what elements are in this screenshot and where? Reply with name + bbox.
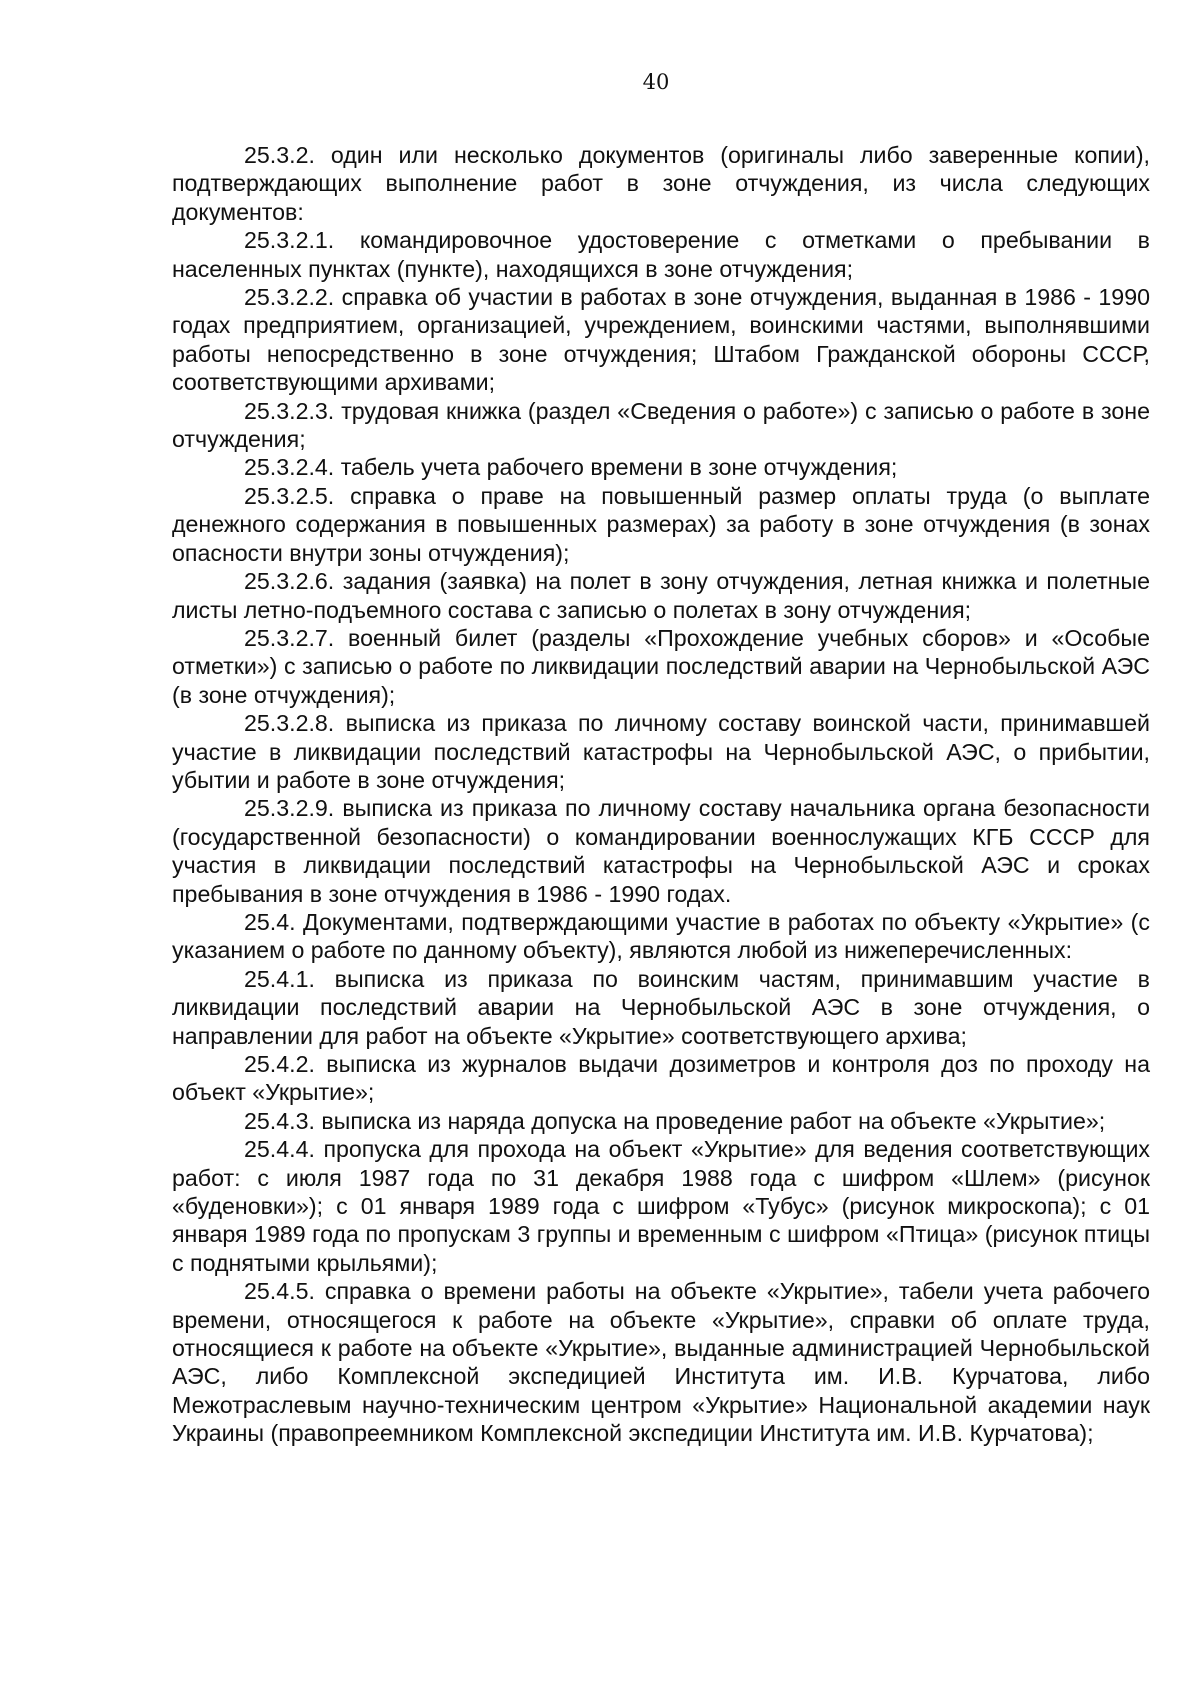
paragraph-25-4-5: 25.4.5. справка о времени работы на объекте «Укрытие», табели учета рабочего времени, относящегося к работе на объекте «Укрытие», справки об оплате труда, относящиеся к работе на объекте «Укрытие», выданные администрацией Чернобыльской АЭС, либо Комплексной экспедицией Института им. И.В. Курчатова, либо Межотраслевым научно-техническим центром «Укрытие» Национальной академии наук Украины (правопреемником Комплексной экспедиции Института им. И.В. Курчатова); bbox=[172, 1278, 1150, 1447]
paragraph-25-3-2-9: 25.3.2.9. выписка из приказа по личному составу начальника органа безопасности (государственной безопасности) о командировании военнослужащих КГБ СССР для участия в ликвидации последствий катастрофы на Чернобыльской АЭС и сроках пребывания в зоне отчуждения в 1986 - 1990 годах. bbox=[172, 795, 1150, 907]
paragraph-25-4-1: 25.4.1. выписка из приказа по воинским частям, принимавшим участие в ликвидации последствий аварии на Чернобыльской АЭС в зоне отчуждения, о направлении для работ на объекте «Укрытие» соответствующего архива; bbox=[172, 965, 1150, 1049]
paragraph-25-3-2-2: 25.3.2.2. справка об участии в работах в зоне отчуждения, выданная в 1986 - 1990 годах предприятием, организацией, учреждением, воинскими частями, выполнявшими работы непосредственно в зоне отчуждения; Штабом Гражданской обороны СССР, соответствующими архивами; bbox=[172, 284, 1150, 396]
paragraph-25-3-2-6: 25.3.2.6. задания (заявка) на полет в зону отчуждения, летная книжка и полетные листы летно-подъемного состава с записью о полетах в зону отчуждения; bbox=[172, 568, 1150, 623]
paragraph-25-3-2-7: 25.3.2.7. военный билет (разделы «Прохождение учебных сборов» и «Особые отметки») с записью о работе по ликвидации последствий аварии на Чернобыльской АЭС (в зоне отчуждения); bbox=[172, 624, 1150, 708]
page-number: 40 bbox=[642, 70, 670, 94]
paragraph-25-4-2: 25.4.2. выписка из журналов выдачи дозиметров и контроля доз по проходу на объект «Укрытие»; bbox=[172, 1051, 1150, 1106]
paragraph-25-4-3: 25.4.3. выписка из наряда допуска на проведение работ на объекте «Укрытие»; bbox=[244, 1107, 1106, 1134]
paragraph-25-4: 25.4. Документами, подтверждающими участие в работах по объекту «Укрытие» (с указанием о работе по данному объекту), являются любой из нижеперечисленных: bbox=[172, 908, 1150, 964]
paragraph-25-3-2-1: 25.3.2.1. командировочное удостоверение с отметками о пребывании в населенных пунктах (пункте), находящихся в зоне отчуждения; bbox=[172, 227, 1150, 282]
paragraph-25-3-2-3: 25.3.2.3. трудовая книжка (раздел «Сведения о работе») с записью о работе в зоне отчуждения; bbox=[172, 397, 1150, 453]
paragraph-25-3-2-4: 25.3.2.4. табель учета рабочего времени в зоне отчуждения; bbox=[244, 454, 898, 481]
paragraph-25-3-2-8: 25.3.2.8. выписка из приказа по личному составу воинской части, принимавшей участие в ликвидации последствий катастрофы на Чернобыльской АЭС, о прибытии, убытии и работе в зоне отчуждения; bbox=[172, 710, 1150, 793]
paragraph-25-4-4: 25.4.4. пропуска для прохода на объект «Укрытие» для ведения соответствующих работ: с июля 1987 года по 31 декабря 1988 года с шифром «Шлем» (рисунок «буденовки»); с 01 января 1989 года с шифром «Тубус» (рисунок микроскопа); с 01 января 1989 года по пропускам 3 группы и временным с шифром «Птица» (рисунок птицы с поднятыми крыльями); bbox=[172, 1136, 1150, 1276]
paragraph-25-3-2: 25.3.2. один или несколько документов (оригиналы либо заверенные копии), подтверждающих выполнение работ в зоне отчуждения, из числа следующих документов: bbox=[172, 142, 1150, 225]
paragraph-25-3-2-5: 25.3.2.5. справка о праве на повышенный размер оплаты труда (о выплате денежного содержания в повышенных размерах) за работу в зоне отчуждения (в зонах опасности внутри зоны отчуждения); bbox=[172, 482, 1150, 566]
